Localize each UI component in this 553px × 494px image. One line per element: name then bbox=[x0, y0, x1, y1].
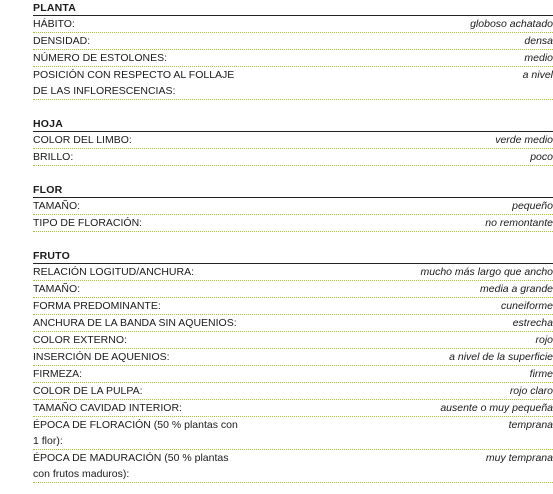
section-title: FRUTO bbox=[33, 250, 553, 264]
row-label: COLOR EXTERNO: bbox=[33, 334, 127, 346]
row-value: rojo claro bbox=[509, 385, 553, 397]
row-value: mucho más largo que ancho bbox=[420, 266, 553, 278]
row-value: densa bbox=[524, 35, 553, 47]
row-label: TAMAÑO: bbox=[33, 200, 81, 212]
row-value: pequeño bbox=[512, 200, 553, 212]
section-title: PLANTA bbox=[33, 2, 553, 16]
row-label: BRILLO: bbox=[33, 151, 74, 163]
row-value: media a grande bbox=[480, 283, 553, 295]
row-label: ÉPOCA DE FLORACIÓN (50 % plantas con 1 flor): bbox=[33, 419, 238, 447]
table-row bbox=[33, 67, 553, 100]
row-value: rojo bbox=[535, 334, 553, 346]
table-row bbox=[33, 50, 553, 67]
table-row bbox=[33, 315, 553, 332]
row-label: DENSIDAD: bbox=[33, 35, 91, 47]
row-label: FIRMEZA: bbox=[33, 368, 82, 380]
section-title: HOJA bbox=[33, 118, 553, 132]
table-row bbox=[33, 198, 553, 215]
row-label: COLOR DEL LIMBO: bbox=[33, 134, 132, 146]
section-hoja bbox=[33, 118, 553, 166]
section-flor bbox=[33, 184, 553, 232]
table-row bbox=[33, 450, 553, 483]
table-row bbox=[33, 33, 553, 50]
section-title: FLOR bbox=[33, 184, 553, 198]
row-value: globoso achatado bbox=[470, 18, 553, 30]
row-value: cuneiforme bbox=[501, 300, 553, 312]
row-value: a nivel bbox=[522, 69, 553, 81]
table-row bbox=[33, 149, 553, 166]
table-row bbox=[33, 264, 553, 281]
row-value: ausente o muy pequeña bbox=[440, 402, 553, 414]
table-row bbox=[33, 400, 553, 417]
table-row bbox=[33, 349, 553, 366]
table-row bbox=[33, 417, 553, 450]
row-value: muy temprana bbox=[485, 452, 553, 464]
table-row bbox=[33, 383, 553, 400]
table-row bbox=[33, 281, 553, 298]
row-label: ANCHURA DE LA BANDA SIN AQUENIOS: bbox=[33, 317, 237, 329]
section-fruto bbox=[33, 250, 553, 483]
row-label: ÉPOCA DE MADURACIÓN (50 % plantas con frutos maduros): bbox=[33, 452, 229, 480]
row-value: a nivel de la superficie bbox=[449, 351, 553, 363]
characteristics-sheet bbox=[33, 0, 553, 483]
row-label: TAMAÑO: bbox=[33, 283, 81, 295]
section-planta bbox=[33, 2, 553, 100]
row-label: INSERCIÓN DE AQUENIOS: bbox=[33, 351, 170, 363]
row-value: verde medio bbox=[495, 134, 553, 146]
row-label: RELACIÓN LOGITUD/ANCHURA: bbox=[33, 266, 195, 278]
row-value: estrecha bbox=[512, 317, 553, 329]
table-row bbox=[33, 332, 553, 349]
table-row bbox=[33, 16, 553, 33]
table-row bbox=[33, 298, 553, 315]
row-label: HÁBITO: bbox=[33, 18, 75, 30]
row-label: COLOR DE LA PULPA: bbox=[33, 385, 143, 397]
row-value: firme bbox=[529, 368, 553, 380]
row-value: no remontante bbox=[485, 217, 553, 229]
row-label: NÚMERO DE ESTOLONES: bbox=[33, 52, 167, 64]
table-row bbox=[33, 366, 553, 383]
row-label: FORMA PREDOMINANTE: bbox=[33, 300, 161, 312]
table-row bbox=[33, 215, 553, 232]
table-row bbox=[33, 132, 553, 149]
row-value: temprana bbox=[508, 419, 553, 431]
row-value: poco bbox=[530, 151, 553, 163]
row-value: medio bbox=[524, 52, 553, 64]
row-label: POSICIÓN CON RESPECTO AL FOLLAJE DE LAS INFLORESCENCIAS: bbox=[33, 69, 235, 97]
row-label: TAMAÑO CAVIDAD INTERIOR: bbox=[33, 402, 182, 414]
row-label: TIPO DE FLORACIÓN: bbox=[33, 217, 143, 229]
